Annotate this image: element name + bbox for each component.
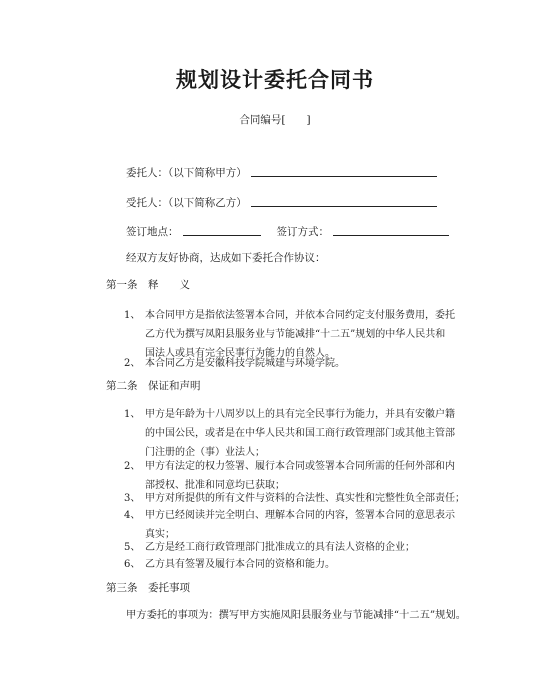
item-text: 门注册的企（事）业法人； (145, 447, 265, 458)
party-b-blank (251, 205, 437, 207)
party-a-blank (251, 175, 437, 177)
item-number: 1、 (124, 310, 141, 321)
sign-place-blank (183, 234, 261, 236)
document-title: 规划设计委托合同书 (176, 68, 374, 92)
list-item (124, 405, 455, 462)
item-text: 甲方有法定的权力签署、履行本合同或签署本合同所需的任何外部和内 (145, 461, 455, 472)
item-number: 3、 (124, 493, 141, 504)
section-2-heading: 第二条 保证和声明 (106, 380, 201, 392)
section-3-heading: 第三条 委托事项 (106, 582, 190, 594)
item-number: 1、 (124, 409, 141, 420)
list-item (124, 354, 448, 373)
item-text: 国法人或具有完全民事行为能力的自然人。 (145, 348, 335, 359)
item-text: 乙方代为撰写凤阳县服务业与节能减排“十二五”规划的中华人民共和 (145, 329, 446, 340)
item-text: 甲方对所提供的所有文件与资料的合法性、真实性和完整性负全部责任； (145, 493, 465, 504)
item-text: 甲方已经阅读并完全明白、理解本合同的内容，签署本合同的意思表示 (145, 510, 455, 521)
sign-method-blank (333, 234, 449, 236)
item-text: 乙方具有签署及履行本合同的资格和能力。 (145, 559, 335, 570)
item-number: 2、 (124, 461, 141, 472)
item-text: 甲方是年龄为十八周岁以上的具有完全民事行为能力，并具有安徽户籍 (145, 409, 455, 420)
party-b-line (126, 195, 437, 210)
party-a-label: 委托人：（以下简称甲方） (126, 167, 247, 179)
intro-text: 经双方友好协商，达成如下委托合作协议： (126, 252, 326, 264)
item-text: 真实； (145, 529, 175, 540)
sign-method-label: 签订方式： (276, 226, 329, 238)
item-text: 部授权、批准和同意均已获取； (145, 480, 285, 491)
contract-number: 合同编号[ ] (239, 114, 311, 126)
sign-place-label: 签订地点： (126, 226, 179, 238)
section-1-heading: 第一条 释 义 (106, 279, 190, 291)
item-text: 乙方是经工商行政管理部门批准成立的具有法人资格的企业； (145, 542, 415, 553)
item-text: 本合同乙方是安徽科技学院城建与环境学院。 (145, 358, 345, 369)
item-text: 本合同甲方是指依法签署本合同，并依本合同约定支付服务费用，委托 (145, 310, 455, 321)
item-number: 2、 (124, 358, 141, 369)
party-b-label: 受托人：（以下简称乙方） (126, 197, 247, 209)
item-text: 的中国公民，或者是在中华人民共和国工商行政管理部门或其他主管部 (145, 428, 455, 439)
item-number: 5、 (124, 542, 141, 553)
item-number: 4、 (124, 510, 141, 521)
list-item (124, 555, 448, 574)
party-a-line (126, 165, 437, 180)
section-3-text: 甲方委托的事项为：撰写甲方实施凤阳县服务业与节能减排“十二五”规划。 (126, 609, 467, 621)
sign-line (126, 224, 449, 239)
item-number: 6、 (124, 559, 141, 570)
